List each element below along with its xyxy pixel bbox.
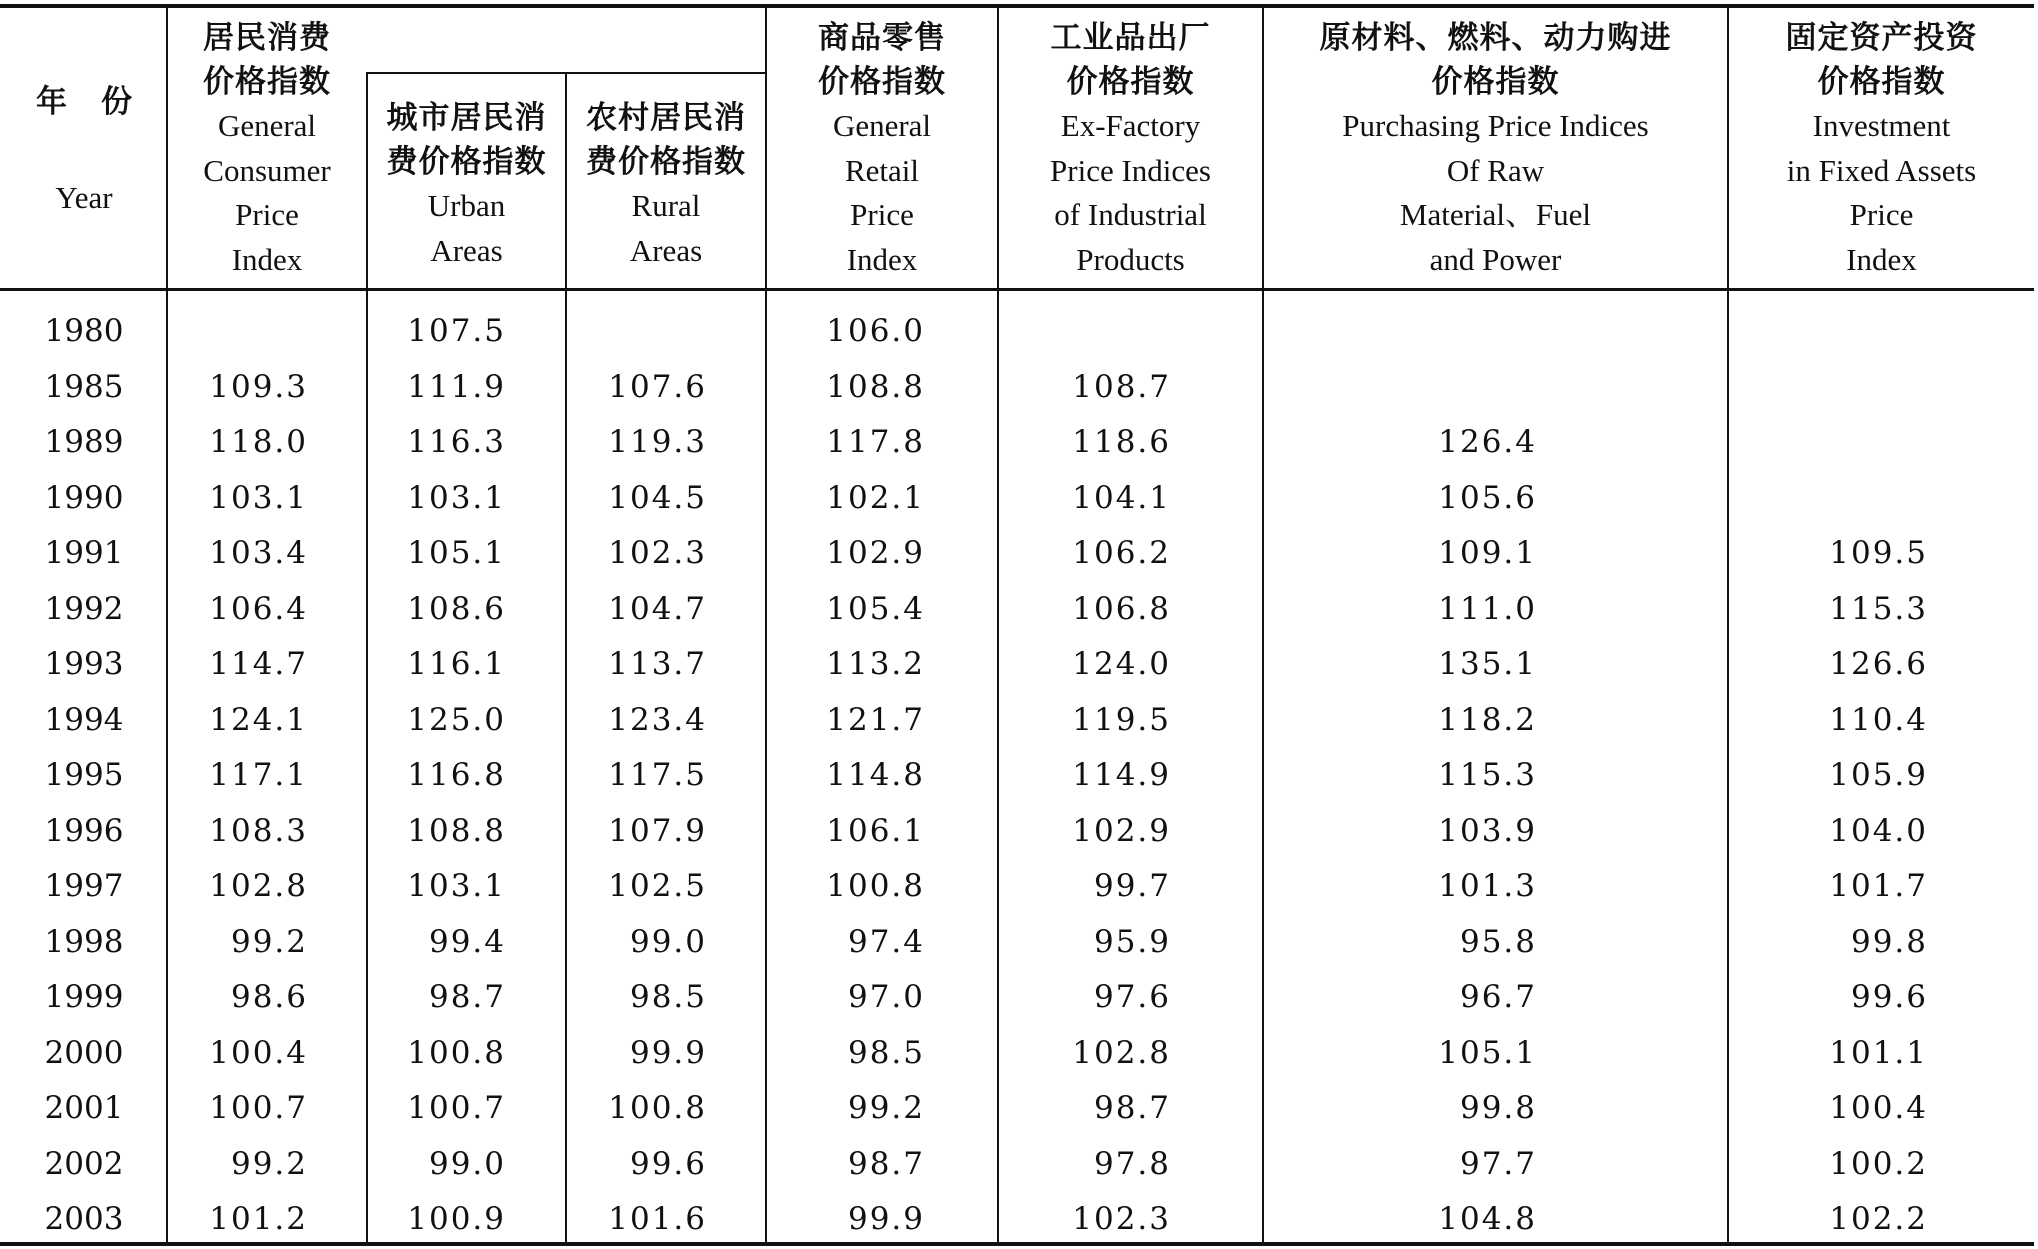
urban-cpi-cell: 99.4 bbox=[428, 923, 506, 960]
retail-price-cell: 102.1 bbox=[826, 479, 925, 516]
urban-cpi-cell: 100.8 bbox=[407, 1034, 506, 1071]
urban-cpi-header bbox=[368, 96, 565, 273]
year-cell: 1994 bbox=[44, 701, 124, 738]
exfactory-price-cell: 102.8 bbox=[1072, 1034, 1171, 1071]
retail-price-cell: 98.5 bbox=[847, 1034, 925, 1071]
retail-price-cell: 99.9 bbox=[847, 1201, 925, 1237]
general-cpi-cell: 108.3 bbox=[209, 812, 308, 849]
table-row bbox=[0, 1137, 2034, 1193]
purchasing-price-cell: 101.3 bbox=[1438, 868, 1537, 904]
general-cpi-cell: 114.7 bbox=[209, 646, 308, 682]
rural-cpi-cell: 102.3 bbox=[608, 535, 707, 571]
exfactory-price-cell: 106.8 bbox=[1072, 590, 1171, 627]
general-cpi-cell: 99.2 bbox=[230, 923, 308, 960]
investment-price-header bbox=[1729, 16, 2034, 282]
table-row bbox=[0, 693, 2034, 749]
rural-cpi-header-zh: 农村居民消 费价格指数 bbox=[586, 100, 746, 180]
table-row bbox=[0, 859, 2034, 915]
general-cpi-cell: 99.2 bbox=[230, 1145, 308, 1182]
purchasing-price-cell: 126.4 bbox=[1438, 424, 1537, 460]
purchasing-price-cell: 115.3 bbox=[1438, 757, 1537, 793]
exfactory-price-cell: 98.7 bbox=[1093, 1090, 1171, 1126]
retail-price-cell: 100.8 bbox=[826, 868, 925, 904]
rural-cpi-cell: 107.6 bbox=[608, 368, 707, 405]
rural-cpi-cell: 104.5 bbox=[608, 479, 707, 516]
year-cell: 1980 bbox=[44, 313, 124, 349]
table-row bbox=[0, 1081, 2034, 1137]
urban-cpi-cell: 125.0 bbox=[407, 701, 506, 738]
retail-price-cell: 121.7 bbox=[826, 701, 925, 738]
investment-price-cell: 100.2 bbox=[1829, 1145, 1928, 1182]
purchasing-price-cell: 105.6 bbox=[1438, 479, 1537, 516]
purchasing-price-cell: 109.1 bbox=[1438, 535, 1537, 571]
year-cell: 1985 bbox=[44, 368, 124, 405]
rural-cpi-cell: 99.0 bbox=[629, 923, 707, 960]
retail-price-cell: 105.4 bbox=[826, 590, 925, 627]
year-cell: 1998 bbox=[44, 923, 124, 960]
general-cpi-cell: 109.3 bbox=[209, 368, 308, 405]
exfactory-price-header-zh: 工业品出厂 价格指数 bbox=[1050, 20, 1211, 100]
exfactory-price-cell: 104.1 bbox=[1072, 479, 1171, 516]
retail-price-cell: 108.8 bbox=[826, 368, 925, 405]
purchasing-price-cell: 103.9 bbox=[1438, 812, 1537, 849]
rural-cpi-cell: 102.5 bbox=[608, 868, 707, 904]
purchasing-price-cell: 105.1 bbox=[1438, 1034, 1537, 1071]
general-cpi-cell: 101.2 bbox=[209, 1201, 308, 1237]
exfactory-price-cell: 97.6 bbox=[1093, 979, 1171, 1015]
retail-price-cell: 99.2 bbox=[847, 1090, 925, 1126]
table-row bbox=[0, 748, 2034, 804]
table-row bbox=[0, 415, 2034, 471]
investment-price-cell: 109.5 bbox=[1829, 535, 1928, 571]
rural-cpi-cell: 117.5 bbox=[608, 757, 707, 793]
urban-cpi-cell: 108.8 bbox=[407, 812, 506, 849]
retail-price-cell: 106.1 bbox=[826, 812, 925, 849]
table-row bbox=[0, 804, 2034, 860]
purchasing-price-cell: 95.8 bbox=[1459, 923, 1537, 960]
table-row bbox=[0, 471, 2034, 527]
year-cell: 1996 bbox=[44, 812, 124, 849]
purchasing-price-cell: 135.1 bbox=[1438, 646, 1537, 682]
year-cell: 1991 bbox=[44, 535, 124, 571]
rural-cpi-header bbox=[567, 96, 765, 273]
year-cell: 1999 bbox=[44, 979, 124, 1015]
rural-cpi-header-en: Rural Areas bbox=[629, 188, 703, 268]
rural-cpi-cell: 107.9 bbox=[608, 812, 707, 849]
investment-price-cell: 100.4 bbox=[1829, 1090, 1928, 1126]
retail-price-cell: 97.4 bbox=[847, 923, 925, 960]
urban-cpi-cell: 105.1 bbox=[407, 535, 506, 571]
urban-cpi-cell: 100.7 bbox=[407, 1090, 506, 1126]
rural-cpi-cell: 101.6 bbox=[608, 1201, 707, 1237]
rural-cpi-cell: 123.4 bbox=[608, 701, 707, 738]
purchasing-price-header bbox=[1264, 16, 1727, 282]
rural-cpi-cell: 113.7 bbox=[608, 646, 707, 682]
general-cpi-cell: 117.1 bbox=[209, 757, 308, 793]
purchasing-price-cell: 104.8 bbox=[1438, 1201, 1537, 1237]
urban-cpi-cell: 116.3 bbox=[407, 424, 506, 460]
year-header-zh: 年份 bbox=[36, 84, 166, 120]
urban-cpi-cell: 103.1 bbox=[407, 868, 506, 904]
urban-cpi-cell: 100.9 bbox=[407, 1201, 506, 1237]
exfactory-price-cell: 95.9 bbox=[1093, 923, 1171, 960]
urban-cpi-cell: 99.0 bbox=[428, 1145, 506, 1182]
retail-price-cell: 113.2 bbox=[826, 646, 925, 682]
investment-price-cell: 101.1 bbox=[1829, 1034, 1928, 1071]
rural-cpi-cell: 99.6 bbox=[629, 1145, 707, 1182]
table-row bbox=[0, 1026, 2034, 1082]
general-cpi-cell: 103.4 bbox=[209, 535, 308, 571]
investment-price-cell: 102.2 bbox=[1829, 1201, 1928, 1237]
retail-price-cell: 114.8 bbox=[826, 757, 925, 793]
exfactory-price-cell: 106.2 bbox=[1072, 535, 1171, 571]
year-cell: 2000 bbox=[44, 1034, 124, 1071]
urban-cpi-cell: 98.7 bbox=[428, 979, 506, 1015]
investment-price-cell: 101.7 bbox=[1829, 868, 1928, 904]
table-row bbox=[0, 970, 2034, 1026]
investment-price-cell: 105.9 bbox=[1829, 757, 1928, 793]
exfactory-price-cell: 119.5 bbox=[1072, 701, 1171, 738]
urban-cpi-cell: 111.9 bbox=[407, 368, 506, 405]
general-cpi-header-zh: 居民消费 价格指数 bbox=[203, 20, 331, 100]
general-cpi-cell: 100.4 bbox=[209, 1034, 308, 1071]
year-cell: 1995 bbox=[44, 757, 124, 793]
table-row bbox=[0, 582, 2034, 638]
general-cpi-header bbox=[168, 16, 366, 282]
investment-price-header-zh: 固定资产投资 价格指数 bbox=[1785, 20, 1978, 100]
subheader-rule bbox=[366, 72, 766, 74]
rural-cpi-cell: 99.9 bbox=[629, 1034, 707, 1071]
purchasing-price-header-zh: 原材料、燃料、动力购进 价格指数 bbox=[1319, 20, 1672, 100]
exfactory-price-cell: 102.3 bbox=[1072, 1201, 1171, 1237]
urban-cpi-cell: 107.5 bbox=[407, 313, 506, 349]
urban-cpi-cell: 103.1 bbox=[407, 479, 506, 516]
purchasing-price-cell: 99.8 bbox=[1459, 1090, 1537, 1126]
rural-cpi-cell: 98.5 bbox=[629, 979, 707, 1015]
table-row bbox=[0, 304, 2034, 360]
general-cpi-header-en: General Consumer Price Index bbox=[203, 108, 331, 277]
year-cell: 2003 bbox=[44, 1201, 124, 1237]
table-row bbox=[0, 915, 2034, 971]
urban-cpi-cell: 116.1 bbox=[407, 646, 506, 682]
purchasing-price-header-en: Purchasing Price Indices Of Raw Material、Fuel and Power bbox=[1342, 108, 1649, 277]
exfactory-price-header bbox=[999, 16, 1262, 282]
purchasing-price-cell: 96.7 bbox=[1459, 979, 1537, 1015]
retail-price-cell: 98.7 bbox=[847, 1145, 925, 1182]
urban-cpi-cell: 116.8 bbox=[407, 757, 506, 793]
table-row bbox=[0, 637, 2034, 693]
retail-price-cell: 102.9 bbox=[826, 535, 925, 571]
investment-price-cell: 115.3 bbox=[1829, 590, 1928, 627]
rural-cpi-cell: 119.3 bbox=[608, 424, 707, 460]
urban-cpi-cell: 108.6 bbox=[407, 590, 506, 627]
rural-cpi-cell: 100.8 bbox=[608, 1090, 707, 1126]
exfactory-price-cell: 102.9 bbox=[1072, 812, 1171, 849]
year-cell: 1993 bbox=[44, 646, 124, 682]
urban-cpi-header-en: Urban Areas bbox=[427, 188, 506, 268]
general-cpi-cell: 103.1 bbox=[209, 479, 308, 516]
year-cell: 2001 bbox=[44, 1090, 124, 1126]
year-header-en: Year bbox=[55, 180, 113, 215]
exfactory-price-cell: 118.6 bbox=[1072, 424, 1171, 460]
investment-price-cell: 99.6 bbox=[1850, 979, 1928, 1015]
purchasing-price-cell: 97.7 bbox=[1459, 1145, 1537, 1182]
year-cell: 1990 bbox=[44, 479, 124, 516]
general-cpi-cell: 106.4 bbox=[209, 590, 308, 627]
retail-price-header bbox=[767, 16, 997, 282]
rural-cpi-cell: 104.7 bbox=[608, 590, 707, 627]
exfactory-price-cell: 97.8 bbox=[1093, 1145, 1171, 1182]
exfactory-price-header-en: Ex-Factory Price Indices of Industrial Products bbox=[1050, 108, 1211, 277]
year-cell: 1992 bbox=[44, 590, 124, 627]
retail-price-header-en: General Retail Price Index bbox=[832, 108, 932, 277]
retail-price-cell: 117.8 bbox=[826, 424, 925, 460]
investment-price-cell: 126.6 bbox=[1829, 646, 1928, 682]
retail-price-cell: 97.0 bbox=[847, 979, 925, 1015]
urban-cpi-header-zh: 城市居民消 费价格指数 bbox=[386, 100, 547, 180]
investment-price-cell: 110.4 bbox=[1829, 701, 1928, 738]
exfactory-price-cell: 108.7 bbox=[1072, 368, 1171, 405]
table-row bbox=[0, 526, 2034, 582]
general-cpi-cell: 124.1 bbox=[209, 701, 308, 738]
exfactory-price-cell: 124.0 bbox=[1072, 646, 1171, 682]
year-cell: 1989 bbox=[44, 424, 124, 460]
purchasing-price-cell: 118.2 bbox=[1438, 701, 1537, 738]
investment-price-cell: 99.8 bbox=[1850, 923, 1928, 960]
investment-price-header-en: Investment in Fixed Assets Price Index bbox=[1786, 108, 1977, 277]
general-cpi-cell: 98.6 bbox=[230, 979, 308, 1015]
exfactory-price-cell: 114.9 bbox=[1072, 757, 1171, 793]
year-cell: 2002 bbox=[44, 1145, 124, 1182]
exfactory-price-cell: 99.7 bbox=[1093, 868, 1171, 904]
year-cell: 1997 bbox=[44, 868, 124, 904]
investment-price-cell: 104.0 bbox=[1829, 812, 1928, 849]
retail-price-cell: 106.0 bbox=[826, 313, 925, 349]
general-cpi-cell: 102.8 bbox=[209, 868, 308, 904]
purchasing-price-cell: 111.0 bbox=[1438, 590, 1537, 627]
year-column-header bbox=[0, 80, 168, 220]
general-cpi-cell: 118.0 bbox=[209, 424, 308, 460]
table-row bbox=[0, 360, 2034, 416]
general-cpi-cell: 100.7 bbox=[209, 1090, 308, 1126]
retail-price-header-zh: 商品零售 价格指数 bbox=[818, 20, 946, 100]
table-row bbox=[0, 1192, 2034, 1248]
